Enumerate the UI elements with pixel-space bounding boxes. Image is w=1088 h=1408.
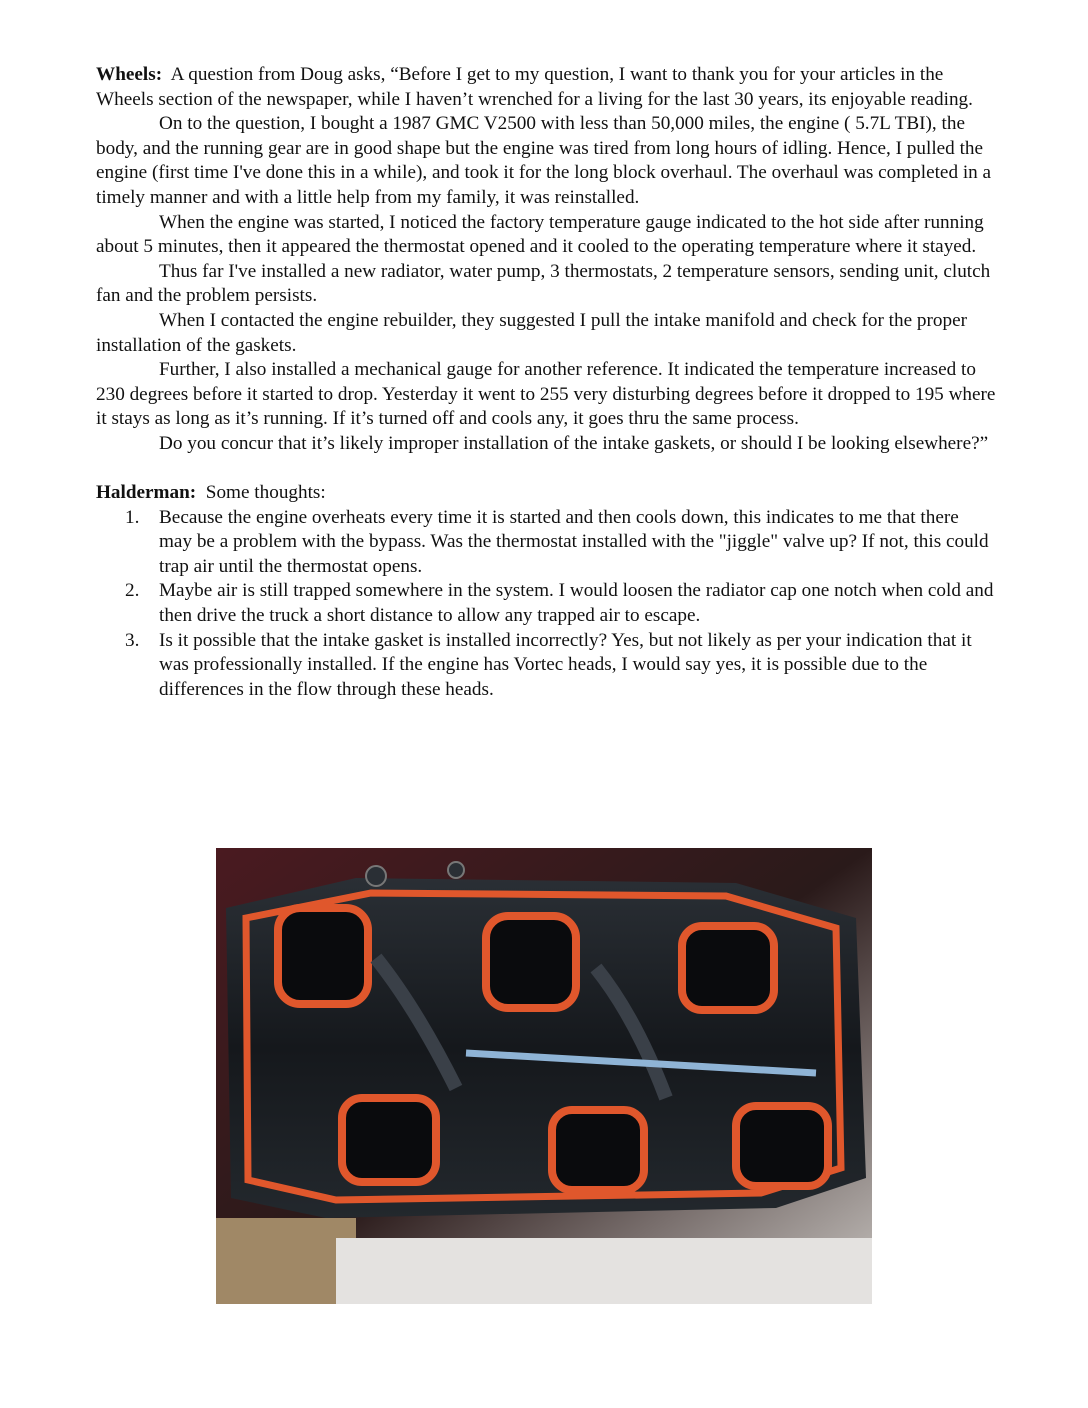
answer-list-item bbox=[96, 629, 996, 703]
question-intro-text: A question from Doug asks, “Before I get to my question, I want to thank you for your articles in the Wheels section of the newspaper, while I haven’t wrenched for a living for the last 30 years, its enjoyable reading. bbox=[96, 64, 973, 110]
answer-intro bbox=[96, 481, 996, 506]
question-paragraph: Further, I also installed a mechanical gauge for another reference. It indicated the temperature increased to 230 degrees before it started to drop. Yesterday it went to 255 very disturbing degrees before it dropped to 195 where it stays as long as it’s running. If it’s turned off and cools any, it goes thru the same process. bbox=[96, 359, 996, 430]
question-paragraph: When the engine was started, I noticed the factory temperature gauge indicated to the hot side after running about 5 minutes, then it appeared the thermostat opened and it cooled to the operating temperature where it stayed. bbox=[96, 211, 984, 258]
gasket-port bbox=[736, 1106, 828, 1186]
question-paragraph: On to the question, I bought a 1987 GMC V2500 with less than 50,000 miles, the engine ( 5.7L TBI), the body, and the running gear are in good shape but the engine was tired from long hours of idling. Hence, I pulled the engine (first time I've done this in a while), and took it for the long block overhaul. The overhaul was completed in a timely manner and with a little help from my family, it was reinstalled. bbox=[96, 113, 992, 208]
gasket-port bbox=[682, 926, 774, 1010]
mounting-boss bbox=[366, 866, 386, 886]
list-item-text: Maybe air is still trapped somewhere in the system. I would loosen the radiator cap one notch when cold and then drive the truck a short distance to allow any trapped air to escape. bbox=[159, 580, 994, 627]
gasket-port bbox=[486, 916, 576, 1008]
intake-manifold-photo bbox=[216, 848, 872, 1304]
list-number: 3. bbox=[125, 629, 140, 651]
list-item-text: Is it possible that the intake gasket is installed incorrectly? Yes, but not likely as per your indication that it was professionally installed. If the engine has Vortec heads, I would say yes, it is possible due to the differences in the flow through these heads. bbox=[159, 629, 972, 700]
list-item-text: Because the engine overheats every time it is started and then cools down, this indicates to me that there may be a problem with the bypass. Was the thermostat installed with the "jiggle" valve up? If not, this could trap air until the thermostat opens. bbox=[159, 506, 989, 577]
answer-speaker: Halderman: bbox=[96, 482, 197, 504]
question-paragraph: When I contacted the engine rebuilder, they suggested I pull the intake manifold and check for the proper installation of the gaskets. bbox=[96, 309, 968, 356]
list-number: 1. bbox=[125, 506, 140, 528]
gasket-port bbox=[552, 1110, 644, 1190]
list-number: 2. bbox=[125, 580, 140, 602]
question-speaker: Wheels: bbox=[96, 64, 163, 85]
gasket-port bbox=[342, 1098, 436, 1182]
question-intro bbox=[96, 63, 996, 112]
intake-manifold-illustration bbox=[216, 848, 872, 1304]
cardboard-box bbox=[216, 1218, 356, 1304]
article-body bbox=[96, 63, 996, 702]
answer-list bbox=[96, 506, 996, 703]
answer-intro-text: Some thoughts: bbox=[205, 482, 326, 504]
question-paragraph: Do you concur that it’s likely improper installation of the intake gaskets, or should I be looking elsewhere?” bbox=[159, 432, 989, 454]
paragraph-gap bbox=[96, 457, 996, 482]
white-cloth bbox=[336, 1238, 872, 1304]
mounting-boss bbox=[448, 862, 464, 878]
answer-list-item bbox=[96, 579, 996, 628]
gasket-port bbox=[278, 908, 368, 1004]
question-paragraph: Thus far I've installed a new radiator, water pump, 3 thermostats, 2 temperature sensors, sending unit, clutch fan and the problem persists. bbox=[96, 260, 991, 307]
answer-list-item bbox=[96, 506, 996, 580]
